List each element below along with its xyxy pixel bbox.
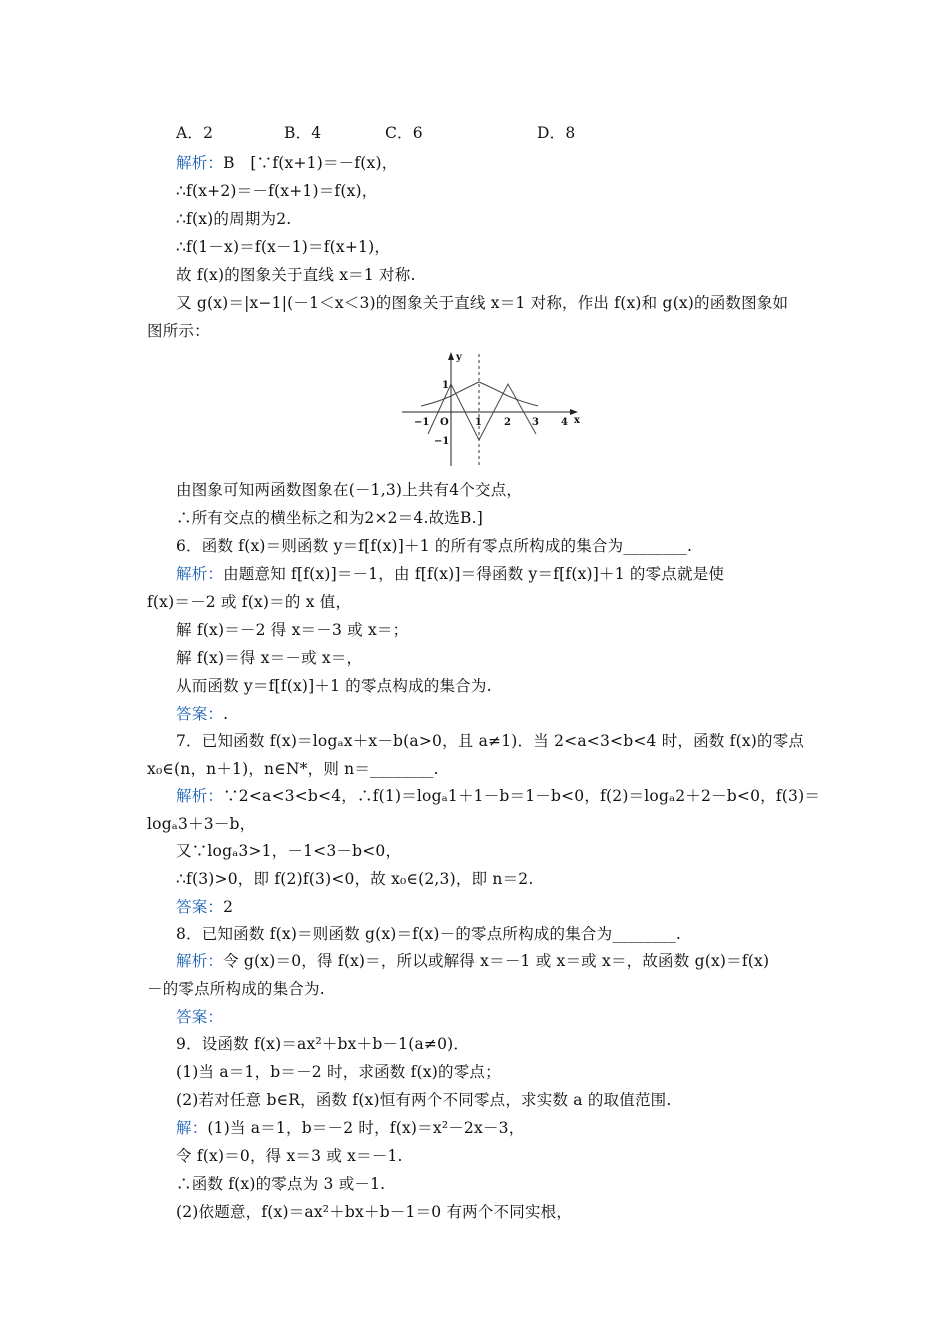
q6-analysis-line-4: 解 f(x)＝得 x＝－或 x＝， [176, 649, 363, 667]
q6-analysis-line-3: 解 f(x)＝－2 得 x＝－3 或 x＝； [176, 621, 409, 639]
q9-solution-line-2: 令 f(x)＝0，得 x＝3 或 x＝－1. [176, 1147, 403, 1165]
q7-stem-line-1: 7．已知函数 f(x)＝logₐx＋x－b(a>0，且 a≠1)．当 2<a<3<b<4 时，函数 f(x)的零点 [176, 732, 805, 750]
q7-analysis-line-3: 又∵logₐ3>1，－1<3－b<0， [176, 842, 402, 860]
q5-analysis-line-4: ∴f(1－x)＝f(x－1)＝f(x+1)， [176, 238, 391, 256]
function-graph [398, 350, 584, 470]
q5-analysis-line-7: 图所示： [147, 322, 210, 340]
option-c: C．6 [385, 124, 423, 142]
tick-x-2: 2 [504, 417, 511, 428]
q5-analysis-line-5: 故 f(x)的图象关于直线 x＝1 对称. [176, 266, 416, 284]
graph-svg [398, 350, 584, 470]
q8-answer [176, 1007, 223, 1027]
solution-label: 解： [176, 1119, 208, 1137]
tick-y-minus-1: −1 [434, 436, 450, 447]
y-axis-arrow [448, 352, 454, 360]
q5-analysis-line-1: 解析：B [∵f(x+1)＝－f(x)， [176, 154, 398, 172]
answer-label: 答案： [176, 898, 224, 916]
tick-x-4: 4 [561, 417, 568, 428]
tick-y-1: 1 [442, 380, 449, 391]
tick-x-3: 3 [532, 417, 539, 428]
q5-analysis-line-2: ∴f(x+2)＝－f(x+1)＝f(x)， [176, 182, 378, 200]
q7-analysis-line-4: ∴f(3)>0，即 f(2)f(3)<0，故 x₀∈(2,3)，即 n＝2. [176, 870, 534, 888]
q5-options [176, 123, 575, 143]
q8-stem: 8．已知函数 f(x)＝则函数 g(x)＝f(x)－的零点所构成的集合为________. [176, 925, 682, 943]
q6-analysis-line-5: 从而函数 y＝f[f(x)]＋1 的零点构成的集合为. [176, 677, 492, 695]
q5-analysis-line-8: 由图象可知两函数图象在(－1,3)上共有4个交点， [176, 481, 523, 499]
analysis-label: 解析： [176, 565, 224, 583]
x-axis-label: x [574, 415, 580, 426]
q9-solution-line-4: (2)依题意，f(x)＝ax²＋bx＋b－1＝0 有两个不同实根， [176, 1203, 573, 1221]
q6-analysis-line-1: 解析：由题意知 f[f(x)]＝－1，由 f[f(x)]＝得函数 y＝f[f(x)]＋1 的零点就是使 [176, 565, 725, 583]
q9-stem: 9．设函数 f(x)＝ax²＋bx＋b－1(a≠0)． [176, 1035, 470, 1053]
q7-analysis-line-2: logₐ3＋3－b， [147, 815, 256, 833]
q8-analysis-line-2: －的零点所构成的集合为. [147, 980, 325, 998]
analysis-label: 解析： [176, 952, 224, 970]
q7-answer: 答案：2 [176, 898, 234, 916]
q7-stem-line-2: x₀∈(n，n＋1)，n∈N*，则 n＝________. [147, 760, 439, 778]
q5-analysis-line-9: ∴所有交点的横坐标之和为2×2＝4.故选B.] [176, 509, 483, 527]
y-axis-label: y [456, 352, 462, 363]
option-b: B．4 [284, 124, 322, 142]
q5-analysis-line-3: ∴f(x)的周期为2. [176, 210, 292, 228]
analysis-label: 解析： [176, 787, 224, 805]
q6-analysis-line-2: f(x)＝－2 或 f(x)＝的 x 值， [147, 593, 352, 611]
q7-analysis-line-1: 解析：∵2<a<3<b<4，∴f(1)＝logₐ1＋1－b＝1－b<0，f(2)＝logₐ2＋2－b<0，f(3)＝ [176, 787, 821, 805]
tick-origin: O [440, 417, 449, 428]
tick-x-1: 1 [475, 417, 482, 428]
q9-part-1: (1)当 a＝1，b＝－2 时，求函数 f(x)的零点； [176, 1063, 501, 1081]
q5-analysis-line-6: 又 g(x)＝|x−1|(－1＜x＜3)的图象关于直线 x＝1 对称，作出 f(x)和 g(x)的函数图象如 [176, 294, 789, 312]
q9-part-2: (2)若对任意 b∈R，函数 f(x)恒有两个不同零点，求实数 a 的取值范围. [176, 1091, 672, 1109]
q9-solution-line-1: 解：(1)当 a＝1，b＝－2 时，f(x)＝x²－2x－3， [176, 1119, 525, 1137]
answer-label: 答案： [176, 1008, 224, 1026]
q6-stem: 6．函数 f(x)＝则函数 y＝f[f(x)]＋1 的所有零点所构成的集合为________. [176, 537, 693, 555]
option-d: D．8 [537, 124, 576, 142]
q9-solution-line-3: ∴函数 f(x)的零点为 3 或－1. [176, 1175, 386, 1193]
answer-label: 答案： [176, 705, 224, 723]
analysis-label: 解析： [176, 154, 224, 172]
q8-analysis-line-1: 解析：令 g(x)＝0，得 f(x)＝，所以或解得 x＝－1 或 x＝或 x＝，故函数 g(x)＝f(x) [176, 952, 770, 970]
option-a: A．2 [176, 124, 214, 142]
tick-x-minus-1: −1 [414, 417, 430, 428]
q6-answer: 答案：. [176, 705, 229, 723]
